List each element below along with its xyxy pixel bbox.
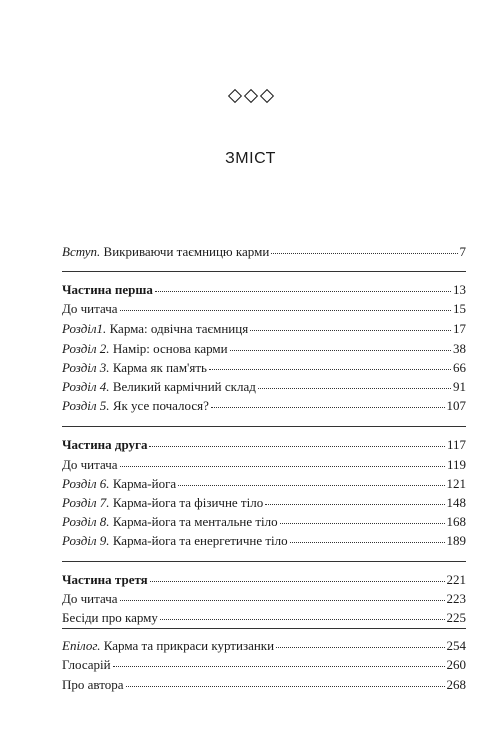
section-divider <box>62 561 466 562</box>
part-heading: Частина перша <box>62 282 153 297</box>
chapter-title: Глосарій <box>62 657 111 672</box>
toc-entry[interactable] <box>62 397 466 415</box>
page-number: 91 <box>453 379 466 394</box>
toc-entry[interactable] <box>62 378 466 396</box>
dot-leader <box>250 329 451 331</box>
part-heading: Частина друга <box>62 437 148 452</box>
dot-leader <box>113 665 445 667</box>
chapter-title: Карма-йога та фізичне тіло <box>112 495 264 510</box>
dot-leader <box>120 465 445 467</box>
chapter-title: Викриваючи таємницю карми <box>103 244 270 259</box>
toc-entry[interactable] <box>62 475 466 493</box>
toc-entry[interactable] <box>62 590 466 608</box>
page-number: 168 <box>446 514 466 529</box>
dot-leader <box>149 445 445 447</box>
chapter-prefix: Розділ 2. <box>62 341 110 356</box>
toc-entry[interactable] <box>62 637 466 655</box>
toc-entry[interactable] <box>62 456 466 474</box>
toc-entry[interactable] <box>62 243 466 261</box>
chapter-title: Великий кармічний склад <box>112 379 256 394</box>
page-number: 221 <box>446 572 466 587</box>
dot-leader <box>160 618 445 620</box>
chapter-prefix: Розділ 9. <box>62 533 110 548</box>
toc-entry[interactable] <box>62 320 466 338</box>
chapter-prefix: Розділ 6. <box>62 476 110 491</box>
dot-leader <box>209 368 451 370</box>
chapter-prefix: Розділ1. <box>62 321 107 336</box>
toc-entry[interactable] <box>62 532 466 550</box>
page-number: 260 <box>446 657 466 672</box>
page-number: 225 <box>446 610 466 625</box>
toc-entry-label <box>62 494 263 512</box>
toc-entry[interactable] <box>62 281 466 299</box>
dot-leader <box>258 387 451 389</box>
toc-entry[interactable] <box>62 676 466 694</box>
toc-entry-label <box>62 397 209 415</box>
toc-entry-label <box>62 475 176 493</box>
toc-entry-label <box>62 281 153 299</box>
page-number: 254 <box>446 638 466 653</box>
chapter-title: Про автора <box>62 677 124 692</box>
chapter-title: Бесіди про карму <box>62 610 158 625</box>
dot-leader <box>265 503 444 505</box>
page-number: 15 <box>453 301 466 316</box>
section-divider <box>62 628 466 629</box>
toc-entry-label <box>62 532 288 550</box>
chapter-prefix: Розділ 3. <box>62 360 110 375</box>
page-number: 119 <box>446 457 466 472</box>
chapter-title: Намір: основа карми <box>112 341 228 356</box>
chapter-title: До читача <box>62 591 118 606</box>
section-divider <box>62 271 466 272</box>
part-heading: Частина третя <box>62 572 148 587</box>
chapter-prefix: Епілог. <box>62 638 101 653</box>
chapter-title: Карма-йога та ментальне тіло <box>112 514 278 529</box>
chapter-title: Карма-йога та енергетичне тіло <box>112 533 288 548</box>
toc-entry[interactable] <box>62 359 466 377</box>
chapter-prefix: Розділ 8. <box>62 514 110 529</box>
toc-entry[interactable] <box>62 494 466 512</box>
chapter-title: Карма та прикраси куртизанки <box>103 638 275 653</box>
section-divider <box>62 426 466 427</box>
diamond-icon <box>227 89 241 103</box>
chapter-title: До читача <box>62 301 118 316</box>
toc-entry-label <box>62 513 278 531</box>
chapter-title: До читача <box>62 457 118 472</box>
page-number: 17 <box>453 321 466 336</box>
dot-leader <box>230 349 451 351</box>
diamond-icon <box>243 89 257 103</box>
toc-entry[interactable] <box>62 609 466 627</box>
toc-entry-label <box>62 637 274 655</box>
toc-entry[interactable] <box>62 513 466 531</box>
toc-entry-label <box>62 656 111 674</box>
page-number: 117 <box>446 437 466 452</box>
page-number: 121 <box>446 476 466 491</box>
toc-entry[interactable] <box>62 436 466 454</box>
page-number: 107 <box>446 398 466 413</box>
toc-entry-label <box>62 590 118 608</box>
diamond-icon <box>259 89 273 103</box>
dot-leader <box>276 646 444 648</box>
toc-entry[interactable] <box>62 340 466 358</box>
toc-entry-label <box>62 436 147 454</box>
page-number: 7 <box>459 244 466 259</box>
chapter-title: Як усе почалося? <box>112 398 209 413</box>
dot-leader <box>120 309 451 311</box>
chapter-prefix: Розділ 4. <box>62 379 110 394</box>
page-number: 189 <box>446 533 466 548</box>
dot-leader <box>271 252 457 254</box>
chapter-prefix: Розділ 5. <box>62 398 110 413</box>
toc-entry[interactable] <box>62 656 466 674</box>
chapter-title: Карма: одвічна таємниця <box>109 321 249 336</box>
toc-entry-label <box>62 320 248 338</box>
dot-leader <box>211 406 445 408</box>
toc-entry-label <box>62 340 228 358</box>
toc-entry-label <box>62 456 118 474</box>
toc-entry-label <box>62 359 207 377</box>
page-number: 148 <box>446 495 466 510</box>
chapter-title: Карма як пам'ять <box>112 360 207 375</box>
chapter-prefix: Розділ 7. <box>62 495 110 510</box>
chapter-prefix: Вступ. <box>62 244 101 259</box>
toc-entry-label <box>62 676 124 694</box>
page-number: 268 <box>446 677 466 692</box>
page-number: 13 <box>453 282 466 297</box>
dot-leader <box>126 685 445 687</box>
dot-leader <box>178 484 444 486</box>
dot-leader <box>150 580 445 582</box>
dot-leader <box>290 541 445 543</box>
ornament <box>0 91 501 101</box>
page-title: ЗМІСТ <box>225 150 276 167</box>
dot-leader <box>280 522 445 524</box>
page-number: 66 <box>453 360 466 375</box>
dot-leader <box>120 599 445 601</box>
toc-entry[interactable] <box>62 300 466 318</box>
chapter-title: Карма-йога <box>112 476 177 491</box>
page-number: 38 <box>453 341 466 356</box>
toc-entry-label <box>62 609 158 627</box>
toc-entry-label <box>62 571 148 589</box>
toc-entry-label <box>62 378 256 396</box>
toc-entry-label <box>62 243 269 261</box>
page-number: 223 <box>446 591 466 606</box>
toc-entry[interactable] <box>62 571 466 589</box>
toc-entry-label <box>62 300 118 318</box>
dot-leader <box>155 290 451 292</box>
